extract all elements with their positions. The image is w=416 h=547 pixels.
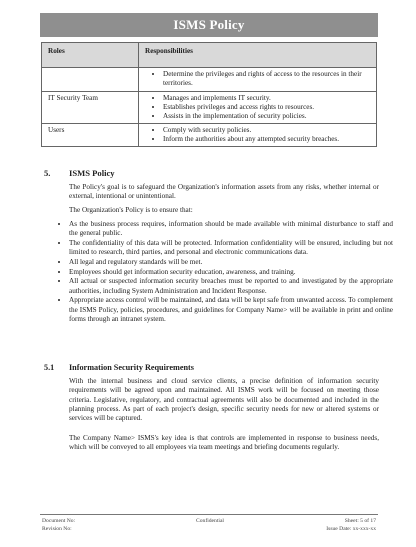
list-item: • As the business process requires, information should be made available with minimal disturbance to staff and the general public.	[69, 220, 393, 239]
responsibilities-cell	[139, 68, 377, 92]
footer-divider	[40, 514, 378, 515]
issue-date: Issue Date: xx-xxx-xx	[326, 526, 376, 532]
policy-bullet-list	[55, 220, 393, 325]
list-item: • Appropriate access control will be maintained, and data will be kept safe from unwanted access. To complement the ISMS Policy, policies, procedures, and guidelines for Company Name> will be available in print and online forms through an intranet system.	[69, 296, 393, 324]
responsibilities-cell	[139, 92, 377, 124]
role-cell	[42, 68, 139, 92]
section-title: ISMS Policy	[69, 168, 115, 178]
responsibility-item: • Manages and implements IT security.	[163, 94, 373, 103]
table-row	[42, 92, 377, 124]
responsibility-item: • Inform the authorities about any attempted security breaches.	[163, 135, 373, 144]
role-cell: Users	[42, 124, 139, 147]
subsection-title: Information Security Requirements	[69, 363, 194, 372]
responsibility-item: • Comply with security policies.	[163, 126, 373, 135]
document-number: Document No:	[42, 518, 76, 524]
role-cell: IT Security Team	[42, 92, 139, 124]
responsibility-item: • Determine the privileges and rights of access to the resources in their territories.	[163, 70, 373, 88]
table-row	[42, 124, 377, 147]
classification-label: Confidential	[196, 518, 224, 524]
table-header-row	[42, 43, 377, 68]
list-item: • Employees should get information security education, awareness, and training.	[69, 268, 393, 277]
key-idea-paragraph: The Company Name> ISMS's key idea is that controls are implemented in response to business needs, which will be conveyed to all employees via team meetings and briefing documents regularly.	[69, 434, 379, 452]
list-item: • The confidentiality of this data will be protected. Information confidentiality will be ensured, including but not limited to research, third parties, and personal and electronic communications data.	[69, 239, 393, 258]
responsibilities-header: Responsibilities	[139, 43, 377, 68]
responsibility-item: • Establishes privileges and access rights to resources.	[163, 103, 373, 112]
revision-number: Revision No:	[42, 526, 72, 532]
subsection-number: 5.1	[44, 363, 55, 372]
policy-lead-paragraph: The Organization's Policy is to ensure that:	[69, 206, 193, 214]
list-item: • All actual or suspected information security breaches must be reported to and investigated by the appropriate authorities, including System Administration and Incident Response.	[69, 277, 393, 296]
section-intro-paragraph: The Policy's goal is to safeguard the Organization's information assets from any risks, whether internal or external, intentional or unintentional.	[69, 183, 379, 201]
section-number: 5.	[44, 168, 51, 178]
requirements-paragraph: With the internal business and cloud service clients, a precise definition of information security requirements will be agreed upon and maintained. All ISMS work will be focused on meeting those criteria. Legislative, regulatory, and contractual agreements will also be documented and included in the planning process. As part of each project's design, specific security needs for new or altered systems or services will be captured.	[69, 377, 379, 423]
sheet-number: Sheet: 5 of 17	[344, 518, 376, 524]
list-item: • All legal and regulatory standards will be met.	[69, 258, 393, 267]
table-row	[42, 68, 377, 92]
responsibility-item: • Assists in the implementation of security policies.	[163, 112, 373, 121]
roles-responsibilities-table	[41, 42, 377, 147]
roles-header: Roles	[42, 43, 139, 68]
responsibilities-cell	[139, 124, 377, 147]
document-title: ISMS Policy	[40, 13, 378, 37]
